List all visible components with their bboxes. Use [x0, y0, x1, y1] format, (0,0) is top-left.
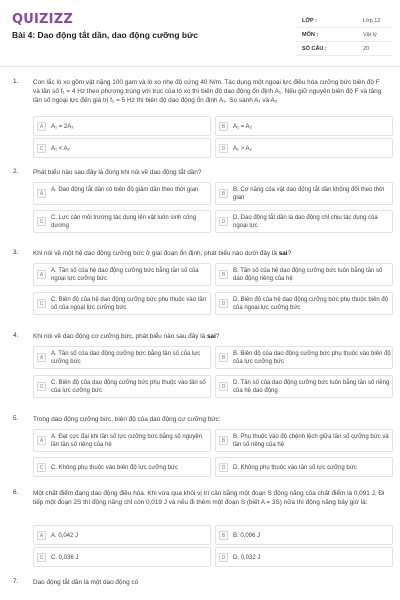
option-text: A. Đạt cực đại khi tần số lực cưỡng bức bằng số nguyên lần tần số riêng của hệ	[51, 434, 203, 448]
option-letter: A	[37, 436, 46, 445]
option-a[interactable]	[33, 182, 211, 205]
question-number: 6.	[13, 489, 19, 496]
option-text: A. Tần số của hệ dao động cưỡng bức bằng tần số của ngoại lực cưỡng bức	[51, 268, 199, 282]
option-text: A₁ < A₂	[51, 146, 70, 152]
option-text: C. Không phụ thuộc vào biên độ lực cưỡng bức	[51, 465, 179, 471]
question-text: Một chất điểm đang dao động điều hòa. Khi vừa qua khỏi vị trí cân bằng một đoạn S động năng của chất điểm là 0,091 J. Đi tiếp một đoạn 2S thì động năng chỉ còn 0,019 J và nếu đi thêm một đoạn S (biết A = 3S) nữa thì động năng bây giờ là:	[33, 490, 385, 506]
option-letter: B	[219, 436, 228, 445]
option-letter: A	[37, 189, 46, 198]
option-text: B. Phụ thuộc vào độ chệnh lệch giữa tần số cưỡng bức và tần số riêng của hệ	[233, 434, 389, 448]
option-letter: B	[219, 270, 228, 279]
meta-label: LỚP :	[302, 18, 317, 24]
meta-row-subject	[296, 28, 392, 42]
option-letter: A	[37, 270, 46, 279]
option-text: D. Biên độ của hệ dao động cưỡng bức phụ thuộc biên độ của ngoại lực cưỡng bức	[233, 297, 389, 311]
meta-row-count	[296, 42, 392, 56]
option-b[interactable]	[215, 429, 393, 452]
question-number: 4.	[13, 332, 19, 339]
option-text: C. Lực cản môi trường tác dụng lên vật luôn sinh công dương	[51, 215, 197, 229]
option-c[interactable]	[33, 457, 211, 477]
option-letter: D	[219, 144, 228, 153]
option-c[interactable]	[33, 210, 211, 233]
question-text-plain: Khi nói về một hệ dao động cưỡng bức ở giai đoạn ổn định, phát biểu nào dưới đây là	[33, 250, 279, 257]
option-text: C. Biên độ của dao động cưỡng bức phụ thuộc vào tần số của lực cưỡng bức	[51, 380, 206, 394]
question-number: 7.	[13, 578, 19, 585]
option-letter: C	[37, 463, 46, 472]
option-d[interactable]	[215, 457, 393, 477]
option-letter: D	[219, 299, 228, 308]
question-text-plain: Khi nói về dao động cơ cưỡng bức, phát biểu nào sau đây là	[33, 333, 207, 340]
option-text: B. Biên độ của dao động cưỡng bức phụ thuộc vào biên độ của lực cưỡng bức	[233, 351, 391, 365]
meta-label: SỐ CÂU :	[302, 46, 327, 52]
option-d[interactable]	[215, 210, 393, 233]
question-text	[33, 332, 385, 341]
header-divider	[0, 66, 400, 67]
question-text: Trong dao động cưỡng bức, biên độ của dao động cư cưỡng bức:	[33, 416, 221, 423]
question-number: 5.	[13, 415, 19, 422]
worksheet-header	[0, 0, 400, 62]
option-text: C. 0,036 J	[51, 555, 79, 561]
option-d[interactable]	[215, 292, 393, 315]
option-letter: C	[37, 217, 46, 226]
option-text: D. 0,032 J	[233, 555, 261, 561]
question-text-emphasis: sai	[206, 333, 216, 340]
option-b[interactable]	[215, 182, 393, 205]
option-text: D. Không phụ thuộc vào tần số lực cưỡng bức	[233, 465, 357, 471]
question-text: Phát biểu nào sau đây là đúng khi nói về dao động tắt dần?	[33, 169, 202, 176]
option-a[interactable]	[33, 116, 211, 136]
question-text	[33, 249, 385, 258]
option-a[interactable]	[33, 429, 211, 452]
option-c[interactable]	[33, 138, 211, 158]
question-text: Con lắc lò xo gồm vật nặng 100 gam và lò xo nhẹ độ cứng 40 N/m. Tác dụng một ngoại lực điều hòa cưỡng bức biên độ F và tần số f₁ = 4 Hz theo phương trùng với trục của lò xo thì biên độ dao động ổn định A₁. Nếu giữ nguyên biên độ F và tăng tần số ngoại lực đến giá trị f₂ = 5 Hz thì biên độ dao động ổn định A₂. So sánh A₁ và A₂	[33, 79, 382, 104]
option-letter: D	[219, 553, 228, 562]
meta-value: 20	[363, 46, 370, 52]
meta-value: Lớp 12	[363, 18, 381, 24]
option-text: A. Tần số của dao động cưỡng bức bằng tần số của lực cưỡng bức	[51, 351, 201, 365]
option-letter: C	[37, 382, 46, 391]
option-text: A₁ = 2A₂	[51, 124, 74, 130]
option-c[interactable]	[33, 375, 211, 398]
question-number: 1.	[13, 78, 19, 85]
meta-row-class	[296, 14, 392, 28]
option-letter: B	[219, 189, 228, 198]
option-letter: C	[37, 144, 46, 153]
option-text: A₁ > A₂	[233, 146, 252, 152]
meta-value: Vật lý	[363, 32, 377, 38]
option-letter: A	[37, 531, 46, 540]
option-a[interactable]	[33, 525, 211, 545]
option-text: B. 0,096 J	[233, 533, 261, 539]
option-letter: B	[219, 353, 228, 362]
worksheet-title: Bài 4: Dao động tắt dần, dao động cưỡng bức	[12, 30, 198, 40]
question-text: Dao động tắt dần là một dao động có	[33, 579, 139, 586]
option-c[interactable]	[33, 292, 211, 315]
option-text: C. Biên độ của hệ dao động cưỡng bức phụ thuộc vào tần số của ngoại lực cưỡng bức	[51, 297, 207, 311]
option-a[interactable]	[33, 263, 211, 286]
meta-label: MÔN :	[302, 32, 319, 38]
option-letter: C	[37, 553, 46, 562]
worksheet-meta	[296, 14, 392, 56]
option-letter: A	[37, 122, 46, 131]
option-text: A. Dao động tắt dần có biên độ giảm dần theo thời gian	[51, 187, 199, 193]
question-text-emphasis: sai	[278, 250, 288, 257]
option-d[interactable]	[215, 375, 393, 398]
option-b[interactable]	[215, 346, 393, 369]
option-letter: D	[219, 463, 228, 472]
option-b[interactable]	[215, 116, 393, 136]
option-text: D. Tần số của dao động cưỡng bức luôn bằng tần số riêng của hệ dao động	[233, 380, 390, 394]
option-text: B. Tần số của hệ dao động cưỡng bức luôn bằng tần số dao động riêng của hệ	[233, 268, 383, 282]
question-number: 3.	[13, 249, 19, 256]
question-text-end: ?	[215, 333, 220, 340]
option-text: D. Dao động tắt dần là dao động chỉ chịu tác dụng của ngoại lực	[233, 215, 378, 229]
question-text-end: ?	[287, 250, 292, 257]
option-d[interactable]	[215, 138, 393, 158]
option-letter: B	[219, 122, 228, 131]
option-letter: D	[219, 217, 228, 226]
option-text: A. 0,042 J	[51, 533, 79, 539]
option-text: B. Cơ năng của vật dao động tắt dần không đổi theo thời gian	[233, 187, 385, 201]
quizizz-logo: QUIZIZZ	[12, 12, 73, 27]
option-d[interactable]	[215, 547, 393, 567]
option-letter: B	[219, 531, 228, 540]
option-text: A₁ = A₂	[233, 124, 252, 130]
option-b[interactable]	[215, 263, 393, 286]
option-b[interactable]	[215, 525, 393, 545]
question-number: 2.	[13, 168, 19, 175]
option-c[interactable]	[33, 547, 211, 567]
option-letter: A	[37, 353, 46, 362]
option-a[interactable]	[33, 346, 211, 369]
option-letter: D	[219, 382, 228, 391]
option-letter: C	[37, 299, 46, 308]
